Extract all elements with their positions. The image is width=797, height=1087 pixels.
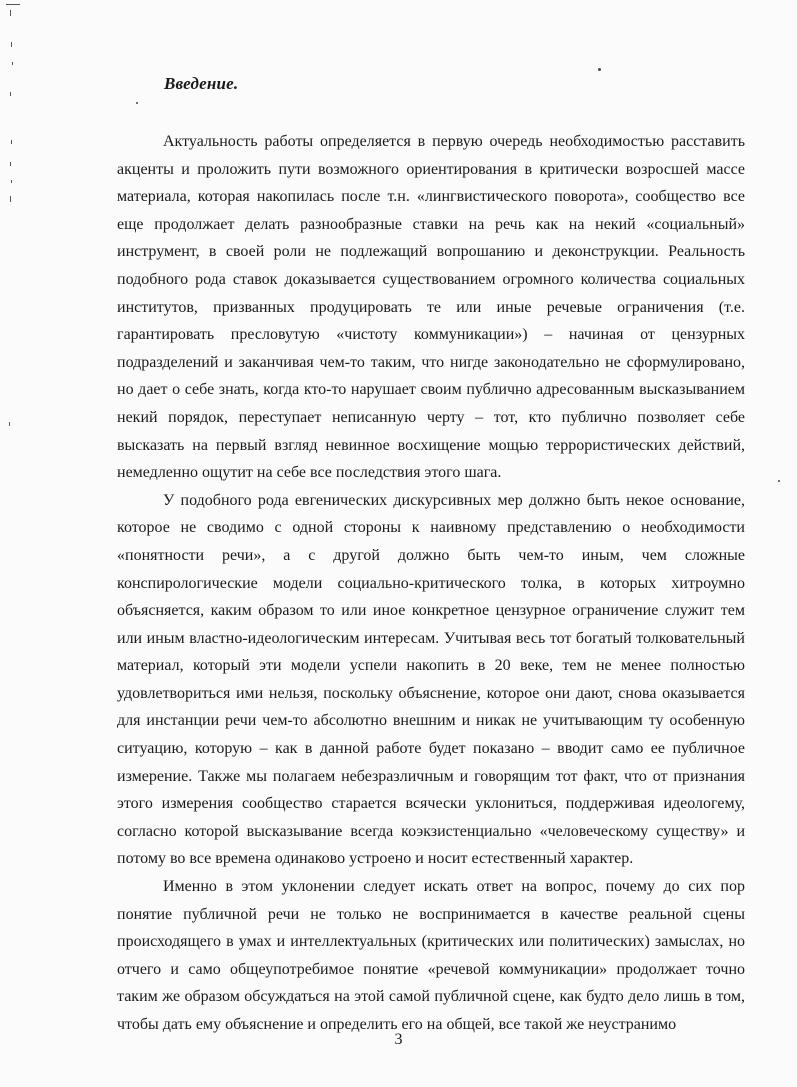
paragraph: Именно в этом уклонении следует искать ответ на вопрос, почему до сих пор понятие публичной речи не только не воспринимается в качестве реальной сцены происходящего в умах и интеллектуальных (критических или политических) замыслах, но отчего и само общеупотребимое понятие «речевой коммуникации» продолжает точно таким же образом обсуждаться на этой самой публичной сцене, как будто дело лишь в том, чтобы дать ему объяснение и определить его на общей, все такой же неустранимо bbox=[117, 878, 745, 1033]
scan-speck bbox=[136, 102, 138, 104]
scan-margin-marks bbox=[4, 0, 24, 500]
scan-speck bbox=[778, 480, 780, 482]
paragraph: Актуальность работы определяется в первую очередь необходимостью расставить акценты и проложить пути возможного ориентирования в критически возросшей массе материала, которая накопилась после т.н. «лингвистического поворота», сообщество все еще продолжает делать разнообразные ставки на речь как на некий «социальный» инструмент, в своей роли не подлежащий вопрошанию и деконструкции. Реальность подобного рода ставок доказывается существованием огромного количества социальных институтов, призванных продуцировать те или иные речевые ограничения (т.е. гарантировать пресловутую «чистоту коммуникации») – начиная от цензурных подразделений и заканчивая чем-то таким, что нигде законодательно не сформулировано, но дает о себе знать, когда кто-то нарушает своим публично адресованным высказыванием некий порядок, переступает неписанную черту – тот, кто публично позволяет себе высказать на первый взгляд невинное восхищение мощью террористических действий, немедленно ощутит на себе все последствия этого шага. bbox=[117, 133, 745, 482]
page-number: 3 bbox=[394, 1031, 403, 1048]
section-heading: Введение. bbox=[164, 74, 239, 93]
scan-speck bbox=[598, 68, 601, 71]
body-text bbox=[117, 128, 745, 1039]
paragraph: У подобного рода евгенических дискурсивных мер должно быть некое основание, которое не сводимо с одной стороны к наивному представлению о необходимости «понятности речи», а с другой должно быть чем-то иным, чем сложные конспирологические модели социально-критического толка, в которых хитроумно объясняется, каким образом то или иное конкретное цензурное ограничение служит тем или иным властно-идеологическим интересам. Учитывая весь тот богатый толковательный материал, который эти модели успели накопить в 20 веке, тем не менее полностью удовлетвориться ими нельзя, поскольку объяснение, которое они дают, снова оказывается для инстанции речи чем-то абсолютно внешним и никак не учитывающим ту особенную ситуацию, которую – как в данной работе будет показано – вводит само ее публичное измерение. Также мы полагаем небезразличным и говорящим тот факт, что от признания этого измерения сообщество старается всячески уклониться, поддерживая идеологему, согласно которой высказывание всегда коэкзистенциально «человеческому существу» и потому во все времена одинаково устроено и носит естественный характер. bbox=[117, 491, 745, 868]
